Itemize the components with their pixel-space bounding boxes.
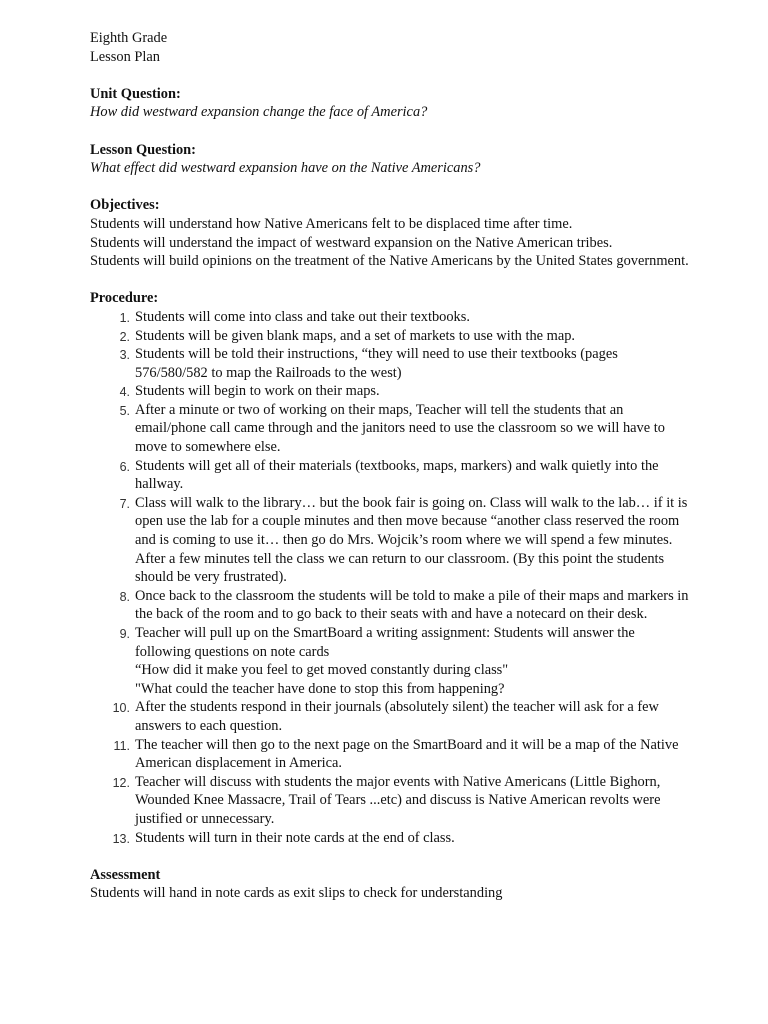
step-text: Students will be given blank maps, and a set of markets to use with the map. xyxy=(135,327,576,344)
procedure-step xyxy=(90,698,690,735)
objective-item: Students will understand how Native Americans felt to be displaced time after time. xyxy=(90,215,573,232)
lesson-plan-document xyxy=(90,29,690,903)
procedure-step xyxy=(90,829,690,848)
step-number: 8. xyxy=(119,589,130,604)
procedure-step xyxy=(90,345,690,382)
procedure-list xyxy=(90,308,690,847)
procedure-step xyxy=(90,494,690,587)
procedure-step xyxy=(90,308,690,327)
step-number: 2. xyxy=(119,329,130,344)
step-number: 5. xyxy=(119,403,130,418)
procedure-step xyxy=(90,587,690,624)
step-number: 3. xyxy=(119,348,130,363)
step-number: 12. xyxy=(112,775,130,790)
step-text: After the students respond in their journals (absolutely silent) the teacher will ask for a few answers to each question. xyxy=(135,699,659,734)
procedure-step xyxy=(90,457,690,494)
document-type: Lesson Plan xyxy=(90,48,160,65)
step-text: Students will come into class and take out their textbooks. xyxy=(135,308,470,325)
lesson-question-heading: Lesson Question: xyxy=(90,141,196,158)
step-number: 1. xyxy=(119,310,130,325)
step-number: 7. xyxy=(119,496,130,511)
step-number: 6. xyxy=(119,459,130,474)
procedure-step xyxy=(90,624,690,698)
step-question: “How did it make you feel to get moved constantly during class" xyxy=(135,662,509,679)
lesson-question-text: What effect did westward expansion have on the Native Americans? xyxy=(90,160,481,177)
objective-item: Students will understand the impact of westward expansion on the Native American tribes. xyxy=(90,234,613,251)
step-text: Teacher will discuss with students the major events with Native Americans (Little Bighorn, Wounded Knee Massacre, Trail of Tears ...etc) and discuss is Native American revolts were justified or unnecessary. xyxy=(135,773,661,827)
step-number: 10. xyxy=(112,701,130,716)
procedure-step xyxy=(90,401,690,457)
procedure-step xyxy=(90,736,690,773)
assessment-text: Students will hand in note cards as exit slips to check for understanding xyxy=(90,885,503,902)
procedure-step xyxy=(90,327,690,346)
assessment-heading: Assessment xyxy=(90,866,161,883)
step-number: 11. xyxy=(113,738,130,753)
step-question: "What could the teacher have done to stop this from happening? xyxy=(135,680,505,697)
step-text: Students will get all of their materials (textbooks, maps, markers) and walk quietly into the hallway. xyxy=(135,457,659,493)
step-text: Students will begin to work on their maps. xyxy=(135,383,380,400)
step-text: Teacher will pull up on the SmartBoard a writing assignment: Students will answer the following questions on note cards xyxy=(135,625,635,660)
procedure-heading: Procedure: xyxy=(90,290,159,307)
unit-question-text: How did westward expansion change the face of America? xyxy=(90,104,428,121)
step-text: Once back to the classroom the students will be told to make a pile of their maps and markers in the back of the room and to go back to their seats with and have a notecard on their desk. xyxy=(135,587,689,623)
step-text: The teacher will then go to the next page on the SmartBoard and it will be a map of the Native American displacement in America. xyxy=(135,736,679,772)
step-text: Students will turn in their note cards at the end of class. xyxy=(135,829,455,846)
procedure-step xyxy=(90,382,690,401)
grade-label: Eighth Grade xyxy=(90,30,168,46)
step-number: 4. xyxy=(119,385,130,400)
step-text: Class will walk to the library… but the book fair is going on. Class will walk to the lab… if it is open use the lab for a couple minutes and then move because “another class reserved the room and is coming to use it… then go do Mrs. Wojcik’s room where we will spend a few minutes. After a few minutes tell the class we can return to our classroom. (By this point the students should be very frustrated). xyxy=(135,494,688,586)
procedure-step xyxy=(90,773,690,829)
step-text: Students will be told their instructions, “they will need to use their textbooks (pages 576/580/582 to map the Railroads to the west) xyxy=(135,346,618,381)
unit-question-heading: Unit Question: xyxy=(90,85,181,102)
step-text: After a minute or two of working on their maps, Teacher will tell the students that an email/phone call came through and the janitors need to use the classroom so we will have to move to somewhere else. xyxy=(135,401,665,456)
step-number: 13. xyxy=(112,831,130,846)
objectives-heading: Objectives: xyxy=(90,197,160,214)
objective-item: Students will build opinions on the treatment of the Native Americans by the United States government. xyxy=(90,253,689,270)
step-number: 9. xyxy=(119,627,130,641)
